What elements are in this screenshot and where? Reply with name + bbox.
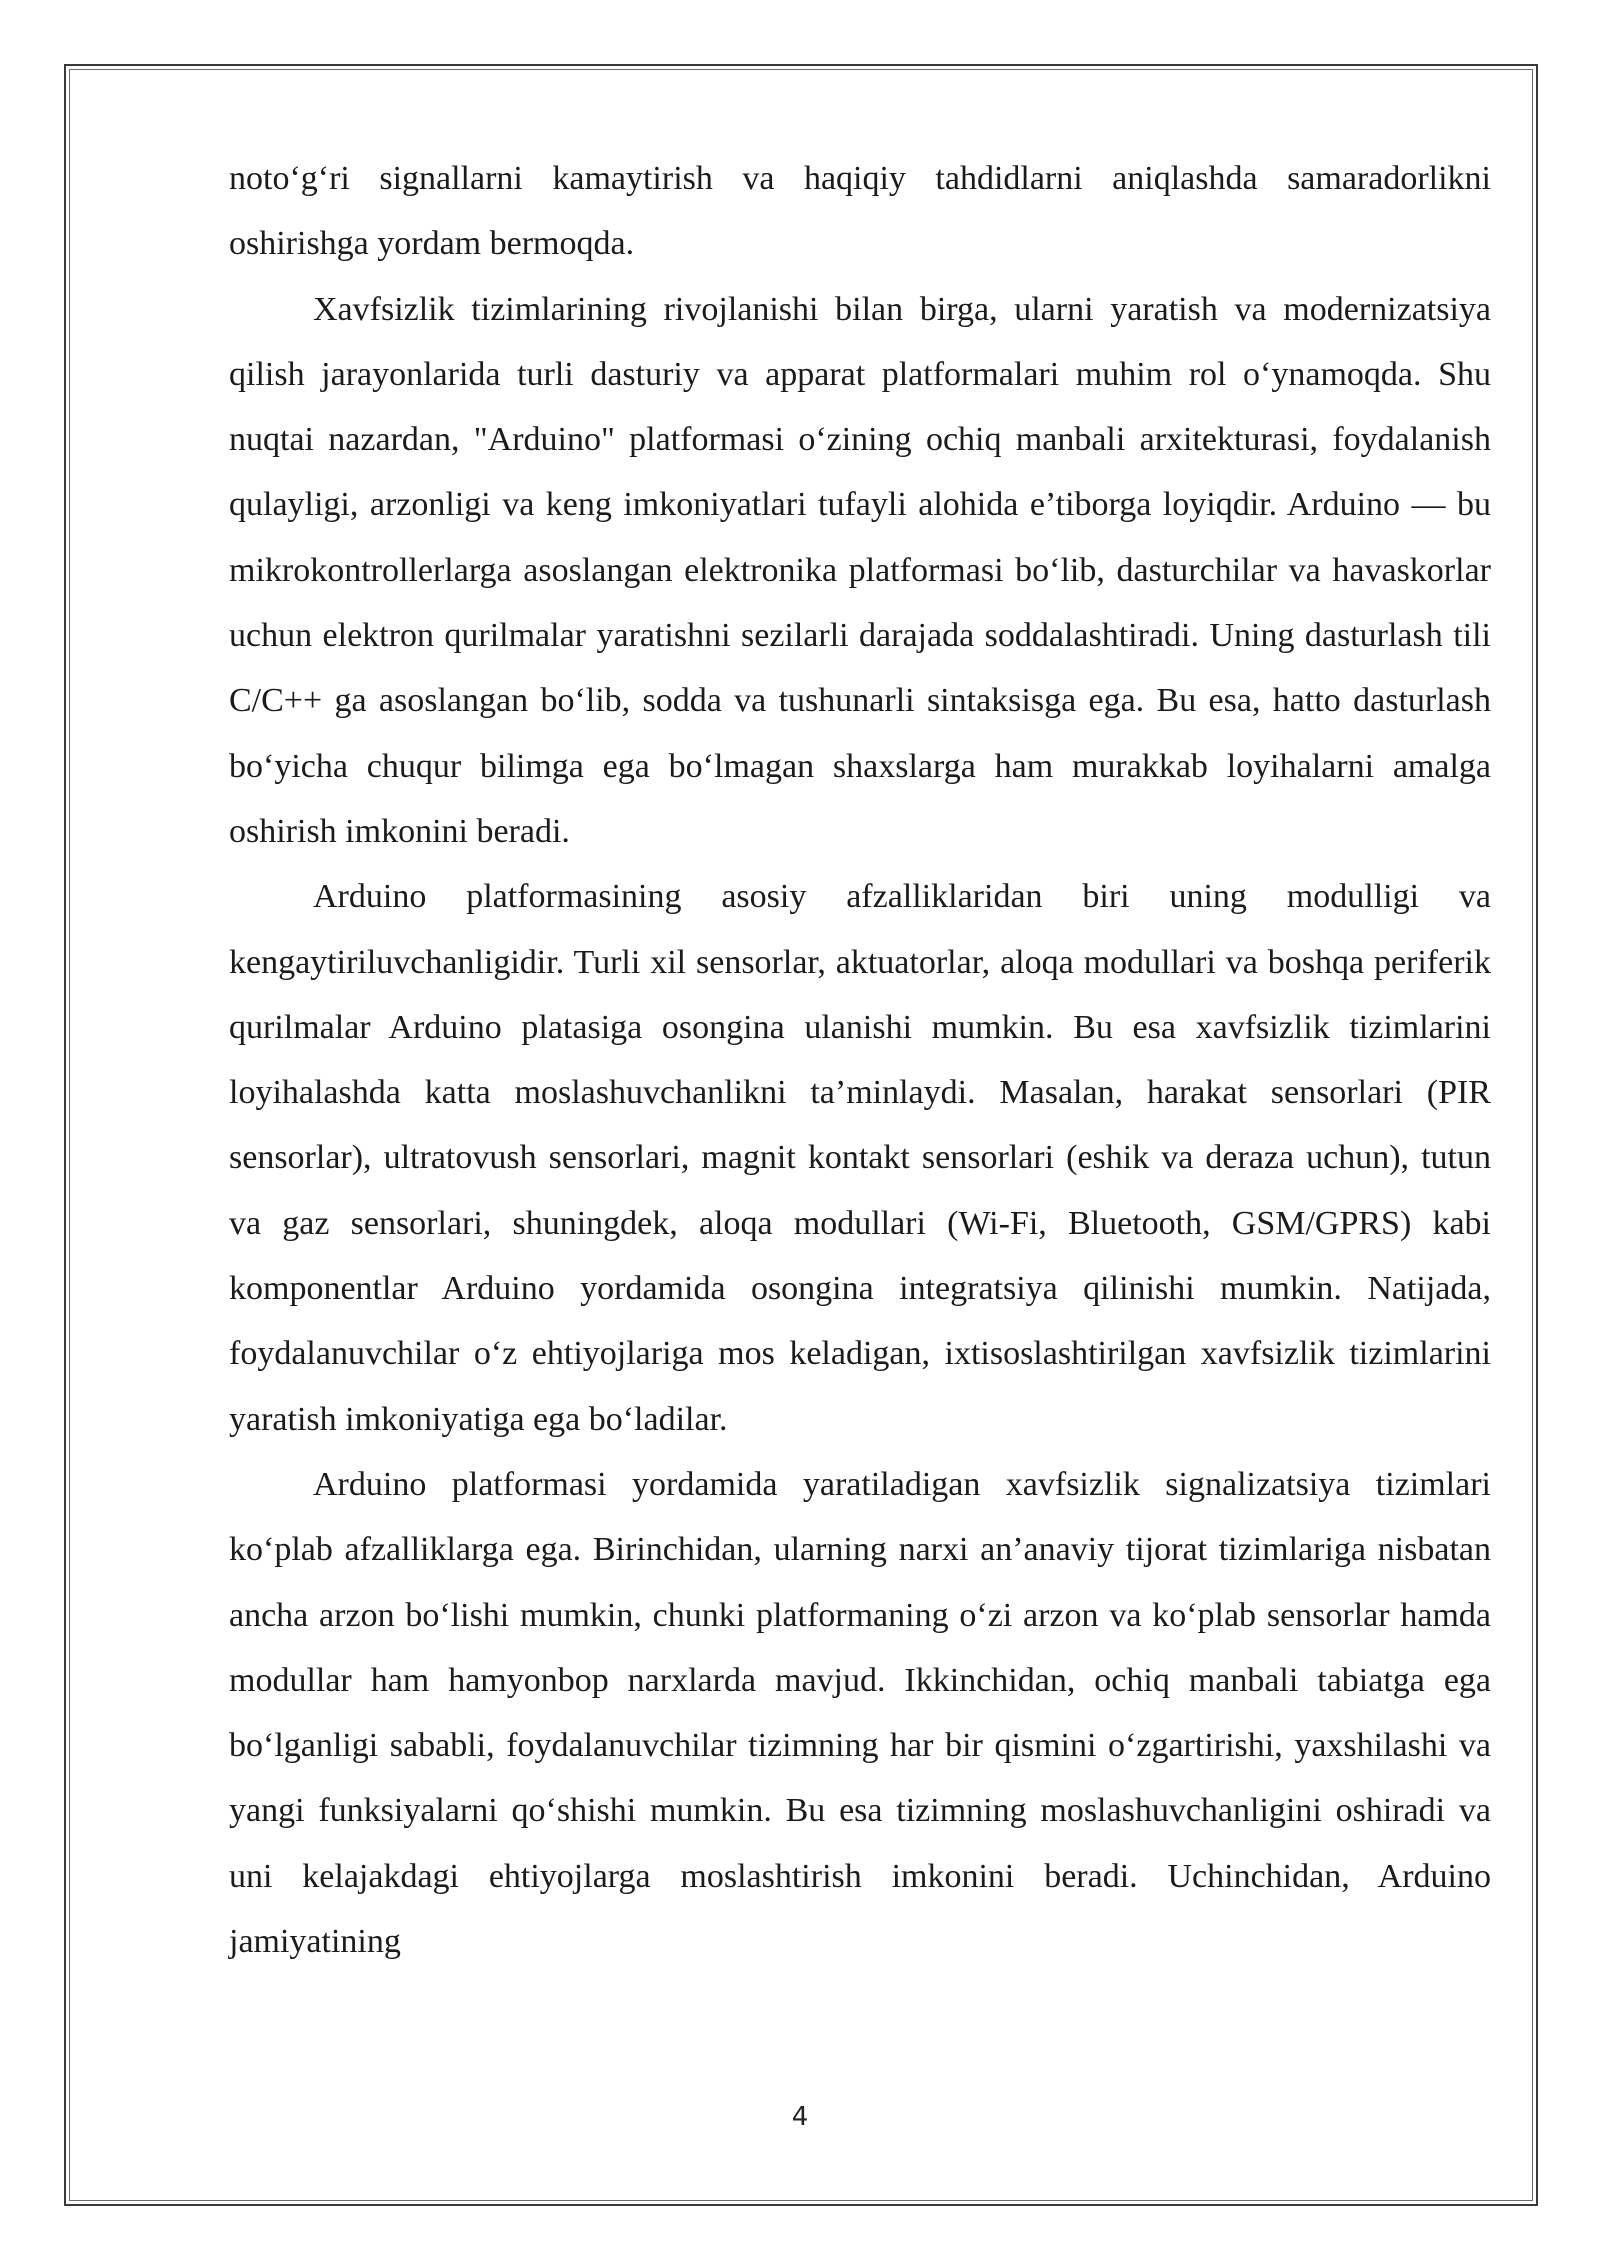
paragraph-modularity: Arduino platformasining asosiy afzalliklaridan biri uning modulligi va kengaytiriluvchanligidir. Turli xil sensorlar, aktuatorlar, aloqa modullari va boshqa periferik qurilmalar Arduino platasiga osongina ulanishi mumkin. Bu esa xavfsizlik tizimlarini loyihalashda katta moslashuvchanlikni ta’minlaydi. Masalan, harakat sensorlari (PIR sensorlar), ultratovush sensorlari, magnit kontakt sensorlari (eshik va deraza uchun), tutun va gaz sensorlari, shuningdek, aloqa modullari (Wi-Fi, Bluetooth, GSM/GPRS) kabi komponentlar Arduino yordamida osongina integratsiya qilinishi mumkin. Natijada, foydalanuvchilar o‘z ehtiyojlariga mos keladigan, ixtisoslashtirilgan xavfsizlik tizimlarini yaratish imkoniyatiga ega bo‘ladilar. — [229, 878, 1491, 1438]
paragraph-advantages: Arduino platformasi yordamida yaratiladigan xavfsizlik signalizatsiya tizimlari ko‘plab afzalliklarga ega. Birinchidan, ularning narxi an’anaviy tijorat tizimlariga nisbatan ancha arzon bo‘lishi mumkin, chunki platformaning o‘zi arzon va ko‘plab sensorlar hamda modullar ham hamyonbop narxlarda mavjud. Ikkinchidan, ochiq manbali tabiatga ega bo‘lganligi sababli, foydalanuvchilar tizimning har bir qismini o‘zgartirishi, yaxshilashi va yangi funksiyalarni qo‘shishi mumkin. Bu esa tizimning moslashuvchanligini oshiradi va uni kelajakdagi ehtiyojlarga moslashtirish imkonini beradi. Uchinchidan, Arduino jamiyatining — [229, 1465, 1491, 1961]
document-body — [229, 146, 1491, 1974]
paragraph-continuation: noto‘g‘ri signallarni kamaytirish va haqiqiy tahdidlarni aniqlashda samaradorlikni oshirishga yordam bermoqda. — [229, 160, 1491, 263]
page-number: 4 — [791, 2102, 809, 2132]
paragraph-security-platforms: Xavfsizlik tizimlarining rivojlanishi bilan birga, ularni yaratish va modernizatsiya qilish jarayonlarida turli dasturiy va apparat platformalari muhim rol o‘ynamoqda. Shu nuqtai nazardan, "Arduino" platformasi o‘zining ochiq manbali arxitekturasi, foydalanish qulayligi, arzonligi va keng imkoniyatlari tufayli alohida e’tiborga loyiqdir. Arduino — bu mikrokontrollerlarga asoslangan elektronika platformasi bo‘lib, dasturchilar va havaskorlar uchun elektron qurilmalar yaratishni sezilarli darajada soddalashtiradi. Uning dasturlash tili C/C++ ga asoslangan bo‘lib, sodda va tushunarli sintaksisga ega. Bu esa, hatto dasturlash bo‘yicha chuqur bilimga ega bo‘lmagan shaxslarga ham murakkab loyihalarni amalga oshirish imkonini beradi. — [229, 290, 1491, 850]
